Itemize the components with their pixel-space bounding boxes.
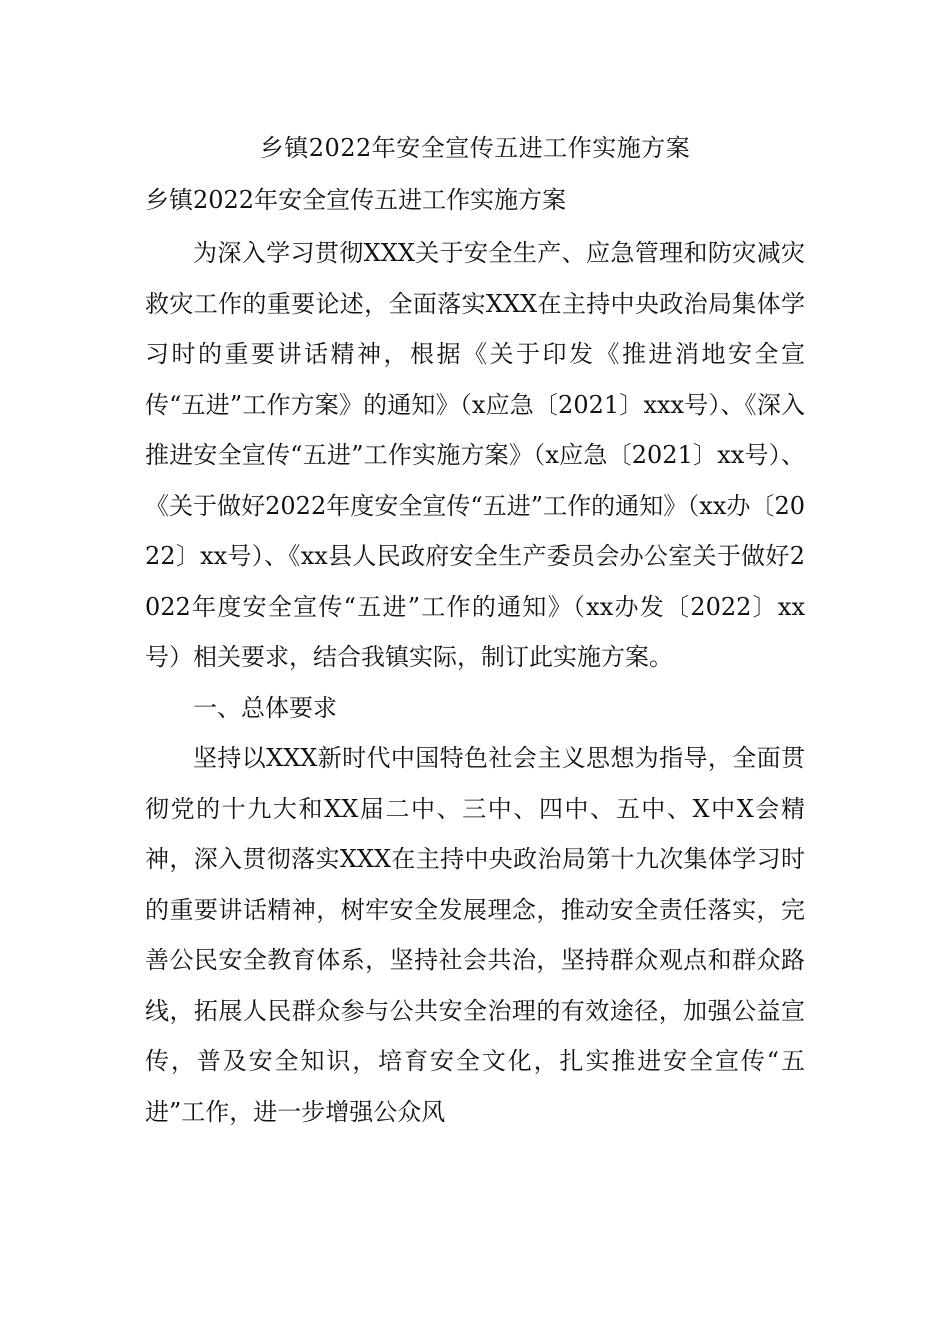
intro-paragraph: 为深入学习贯彻XXX关于安全生产、应急管理和防灾减灾救灾工作的重要论述，全面落实XXX在主持中央政治局集体学习时的重要讲话精神，根据《关于印发《推进消地安全宣传“五进”工作方案》的通知》（x应急〔2021〕xxx号）、《深入推进安全宣传“五进”工作实施方案》（x应急〔2021〕xx号）、《关于做好2022年度安全宣传“五进”工作的通知》（xx办〔2022〕xx号）、《xx县人民政府安全生产委员会办公室关于做好2022年度安全宣传“五进”工作的通知》（xx办发〔2022〕xx号）相关要求，结合我镇实际，制订此实施方案。	[145, 239, 805, 671]
document-subtitle: 乡镇2022年安全宣传五进工作实施方案	[145, 186, 567, 214]
document-title: 乡镇2022年安全宣传五进工作实施方案	[259, 134, 691, 162]
section-heading-general-requirements: 一、总体要求	[193, 693, 337, 722]
document-body	[145, 228, 805, 1137]
general-requirements-paragraph: 坚持以XXX新时代中国特色社会主义思想为指导，全面贯彻党的十九大和XX届二中、三中、四中、五中、X中X会精神，深入贯彻落实XXX在主持中央政治局第十九次集体学习时的重要讲话精神，树牢安全发展理念，推动安全责任落实，完善公民安全教育体系，坚持社会共治，坚持群众观点和群众路线，拓展人民群众参与公共安全治理的有效途径，加强公益宣传，普及安全知识，培育安全文化，扎实推进安全宣传“五进”工作，进一步增强公众风	[145, 744, 805, 1126]
